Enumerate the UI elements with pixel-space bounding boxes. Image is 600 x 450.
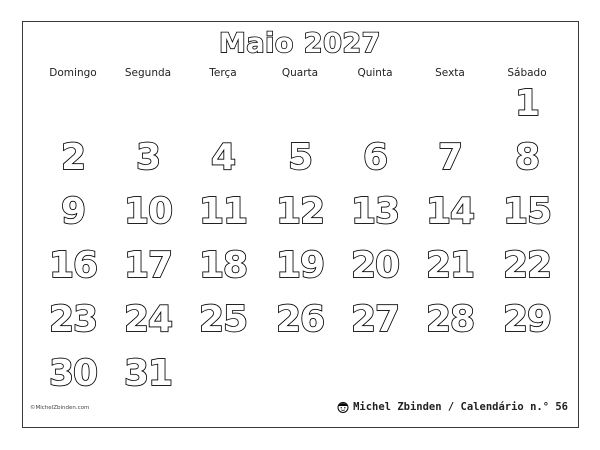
weekday-label: Domingo [49,67,97,79]
day-cell: 23 [48,299,98,340]
day-cell: 9 [60,191,86,232]
face-icon [337,401,349,413]
author-credit [337,401,568,413]
day-cell: 26 [275,299,325,340]
weekday-label: Segunda [124,67,172,79]
day-cell: 7 [437,137,463,178]
day-cell: 19 [275,245,325,286]
weekday-label: Sexta [435,67,465,79]
day-cell: 12 [275,191,325,232]
day-cell: 5 [287,137,313,178]
day-cell: 29 [502,299,552,340]
day-cell: 21 [425,245,475,286]
day-cell: 8 [514,137,540,178]
calendar-title: Maio 2027 [219,28,381,59]
weekday-label: Terça [209,67,237,79]
day-cell: 15 [502,191,552,232]
day-cell: 30 [48,353,98,394]
day-cell: 24 [123,299,173,340]
day-cell: 10 [123,191,173,232]
day-cell: 17 [123,245,173,286]
weekday-label: Quinta [357,67,393,79]
day-cell: 25 [198,299,248,340]
day-cell: 2 [60,137,86,178]
day-cell: 6 [362,137,388,178]
day-cell: 11 [198,191,248,232]
website-credit: ©MichelZbinden.com [30,405,90,411]
day-cell: 3 [135,137,161,178]
day-cell: 27 [350,299,400,340]
day-cell: 14 [425,191,475,232]
day-cell: 1 [514,83,540,124]
day-cell: 28 [425,299,475,340]
day-cell: 22 [502,245,552,286]
author-credit-text: Michel Zbinden / Calendário n.° 56 [353,401,568,413]
day-cell: 18 [198,245,248,286]
day-cell: 13 [350,191,400,232]
day-cell: 16 [48,245,98,286]
day-cell: 4 [210,137,236,178]
weekday-label: Quarta [281,67,319,79]
day-cell: 31 [123,353,173,394]
weekday-label: Sábado [507,67,547,79]
day-cell: 20 [350,245,400,286]
